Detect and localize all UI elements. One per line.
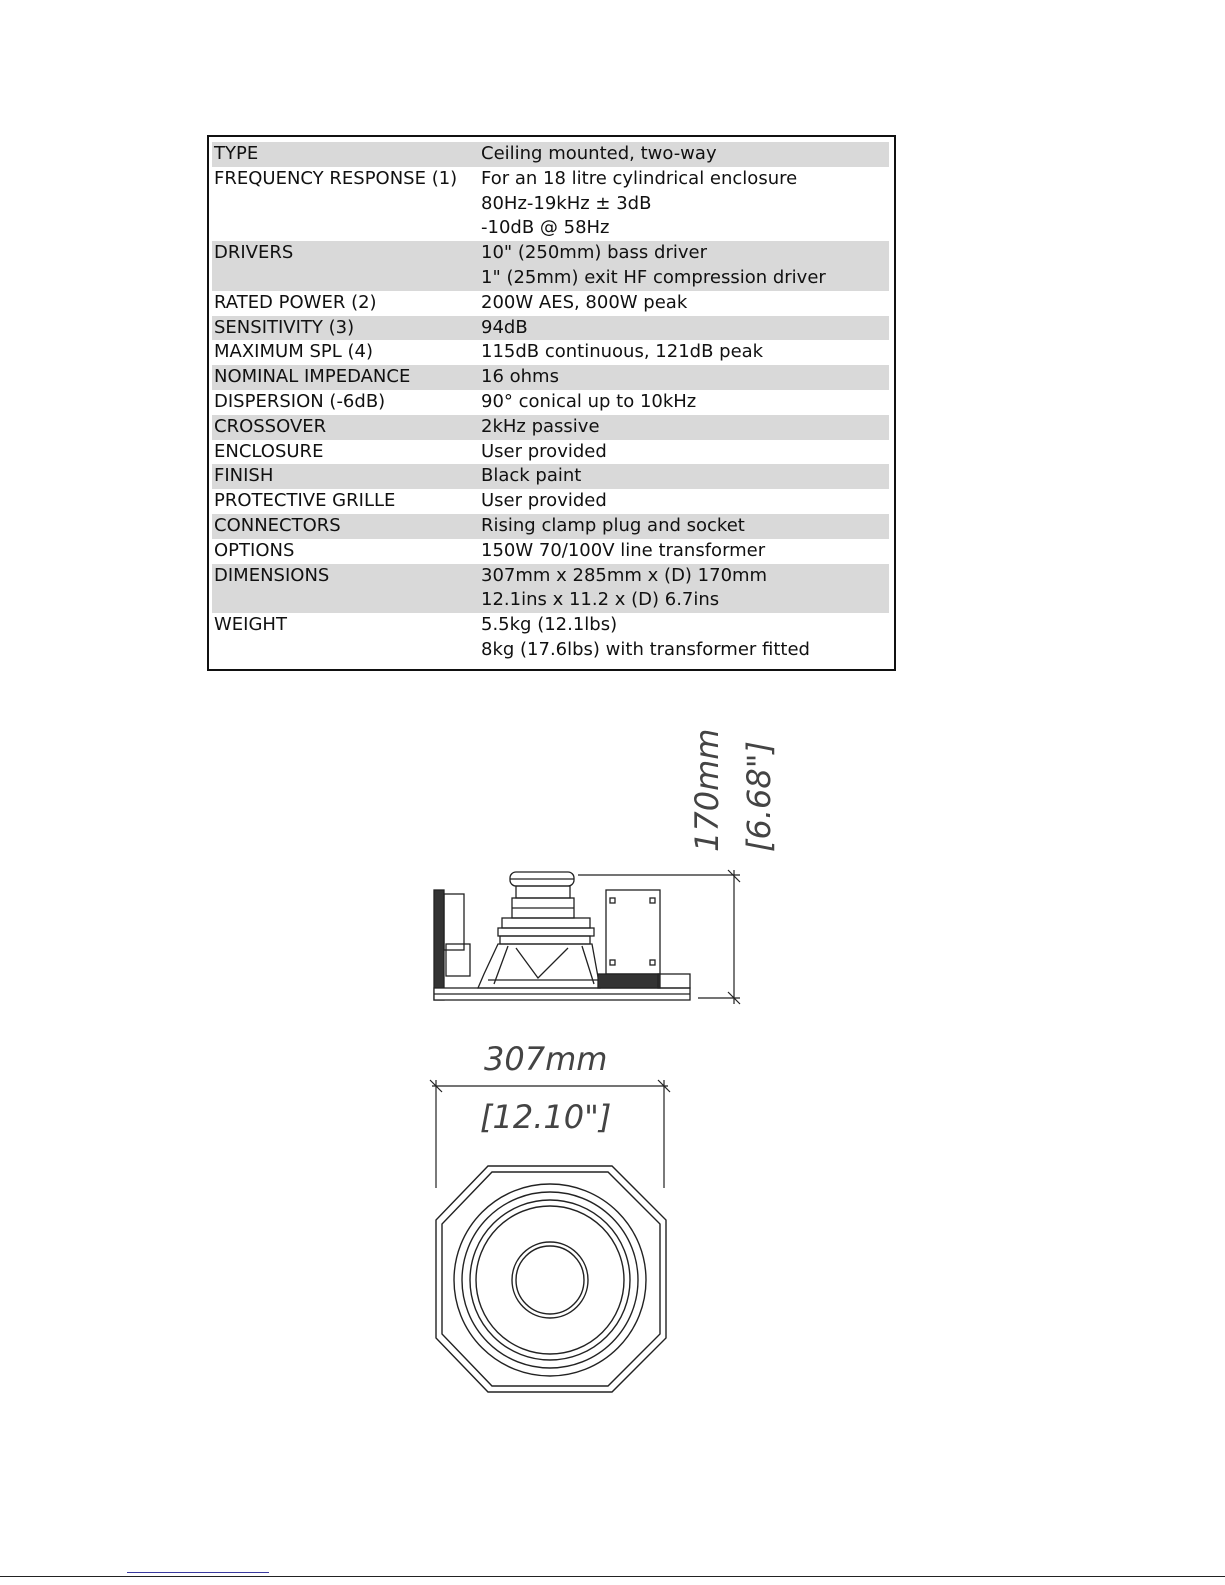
spec-label: FREQUENCY RESPONSE (1) (214, 167, 458, 189)
spec-label: DISPERSION (-6dB) (214, 390, 386, 412)
spec-label: CROSSOVER (214, 415, 327, 437)
spec-label: DIMENSIONS (214, 564, 330, 586)
footer-link-underline (127, 1572, 269, 1573)
spec-value-line: 8kg (17.6lbs) with transformer fitted (481, 638, 810, 660)
spec-row (212, 340, 889, 365)
width-in-label: [12.10"] (480, 1098, 612, 1136)
spec-row (212, 390, 889, 415)
spec-value-line: 16 ohms (481, 366, 559, 388)
spec-table (207, 135, 896, 671)
spec-label: OPTIONS (214, 539, 295, 561)
spec-value (481, 167, 889, 241)
spec-label: NOMINAL IMPEDANCE (214, 366, 411, 388)
spec-value-line: 80Hz-19kHz ± 3dB (481, 192, 652, 214)
footer-rule (0, 1576, 1225, 1577)
spec-row (212, 613, 889, 663)
spec-row (212, 539, 889, 564)
spec-value-line: 2kHz passive (481, 415, 600, 437)
speaker-side-profile (434, 872, 690, 1000)
spec-value-line: Rising clamp plug and socket (481, 514, 745, 536)
spec-row (212, 464, 889, 489)
spec-label: SENSITIVITY (3) (214, 316, 355, 338)
spec-value (481, 464, 889, 489)
spec-value (481, 489, 889, 514)
spec-label: FINISH (214, 465, 274, 487)
spec-value-line: 10" (250mm) bass driver (481, 242, 707, 264)
depth-mm-label: 170mm (688, 728, 726, 852)
spec-row (212, 564, 889, 614)
spec-label: ENCLOSURE (214, 440, 324, 462)
spec-label: DRIVERS (214, 242, 294, 264)
top-view-drawing (428, 1040, 688, 1400)
spec-row (212, 291, 889, 316)
spec-row (212, 415, 889, 440)
spec-row (212, 167, 889, 241)
spec-value (481, 440, 889, 465)
spec-value-line: 307mm x 285mm x (D) 170mm (481, 564, 768, 586)
spec-value-line: Black paint (481, 465, 582, 487)
spec-value-line: 1" (25mm) exit HF compression driver (481, 266, 826, 288)
spec-row (212, 316, 889, 341)
spec-row (212, 241, 889, 291)
spec-value-line: Ceiling mounted, two-way (481, 143, 717, 164)
spec-label: WEIGHT (214, 614, 287, 636)
spec-value (481, 365, 889, 390)
spec-value (481, 564, 889, 614)
spec-value (481, 613, 889, 663)
spec-value-line: 90° conical up to 10kHz (481, 390, 697, 412)
width-mm-label: 307mm (484, 1040, 608, 1078)
spec-value (481, 415, 889, 440)
spec-value-line: For an 18 litre cylindrical enclosure (481, 167, 798, 189)
side-view-drawing (428, 722, 788, 1022)
spec-value-line: 94dB (481, 316, 528, 338)
spec-value-line: 115dB continuous, 121dB peak (481, 341, 764, 363)
spec-value-line: User provided (481, 440, 607, 462)
spec-value (481, 390, 889, 415)
spec-value (481, 142, 889, 167)
spec-row (212, 440, 889, 465)
spec-value (481, 514, 889, 539)
depth-in-label: [6.68"] (740, 741, 778, 852)
spec-value (481, 291, 889, 316)
spec-row (212, 142, 889, 167)
spec-value-line: -10dB @ 58Hz (481, 217, 610, 239)
spec-value (481, 340, 889, 365)
spec-value-line: 200W AES, 800W peak (481, 291, 688, 313)
spec-label: PROTECTIVE GRILLE (214, 490, 396, 512)
spec-value-line: 5.5kg (12.1lbs) (481, 614, 618, 636)
spec-value (481, 539, 889, 564)
spec-value-line: 150W 70/100V line transformer (481, 539, 766, 561)
spec-value (481, 241, 889, 291)
spec-row (212, 514, 889, 539)
spec-value-line: User provided (481, 490, 607, 512)
spec-row (212, 489, 889, 514)
spec-label: CONNECTORS (214, 514, 341, 536)
spec-value-line: 12.1ins x 11.2 x (D) 6.7ins (481, 589, 720, 611)
spec-label: RATED POWER (2) (214, 291, 377, 313)
spec-label: MAXIMUM SPL (4) (214, 341, 373, 363)
spec-label: TYPE (214, 143, 259, 164)
speaker-top-profile (436, 1166, 666, 1392)
spec-row (212, 365, 889, 390)
spec-value (481, 316, 889, 341)
